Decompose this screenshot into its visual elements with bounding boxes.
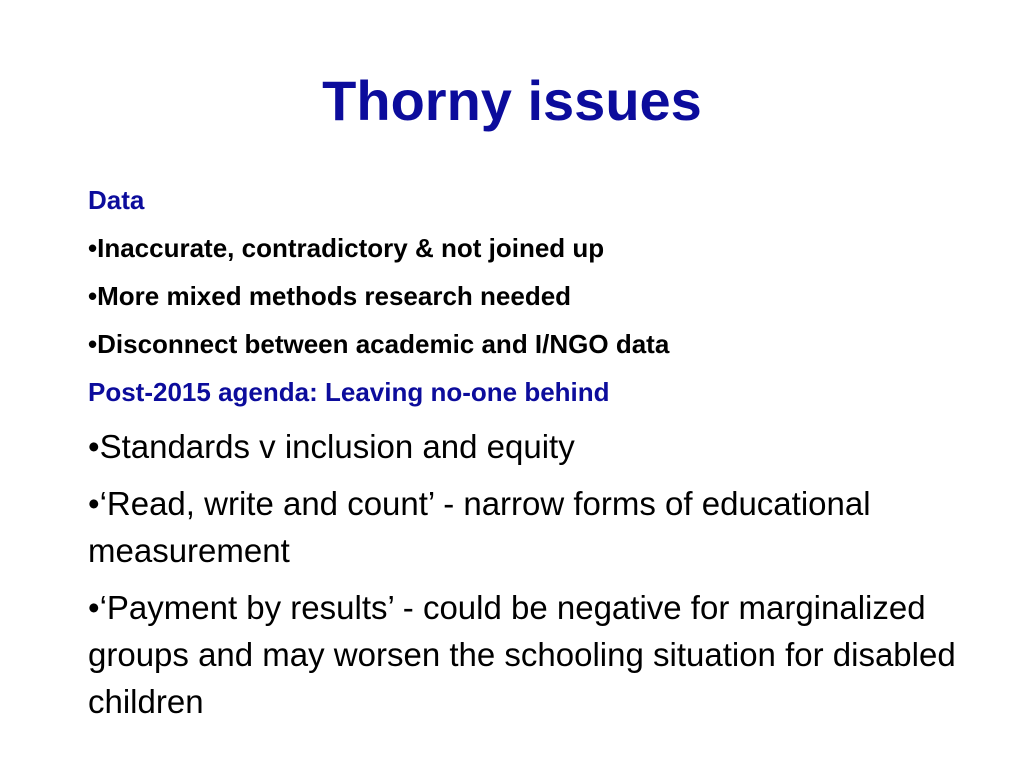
data-item: [88, 231, 988, 265]
data-item-text: More mixed methods research needed: [97, 281, 572, 311]
data-item-text: Disconnect between academic and I/NGO data: [97, 329, 670, 359]
data-item: [88, 327, 988, 361]
agenda-item-text: Standards v inclusion and equity: [99, 428, 575, 465]
agenda-item: [88, 584, 988, 725]
agenda-item: [88, 480, 988, 574]
section-heading-post-2015: Post-2015 agenda: Leaving no-one behind: [88, 377, 610, 407]
data-item-text: Inaccurate, contradictory & not joined up: [97, 233, 605, 263]
agenda-item-text: ‘Payment by results’ - could be negative for marginalized groups and may worsen the schooling situation for disabled children: [88, 589, 956, 720]
bullet: •: [88, 485, 100, 522]
agenda-item: [88, 423, 988, 470]
slide-title: Thorny issues: [322, 69, 702, 132]
bullet: •: [88, 233, 98, 263]
section-heading-data: Data: [88, 185, 145, 215]
bullet: •: [88, 329, 98, 359]
bullet: •: [88, 281, 98, 311]
bullet: •: [88, 589, 100, 626]
data-item: [88, 279, 988, 313]
agenda-item-text: ‘Read, write and count’ - narrow forms of educational measurement: [88, 485, 871, 569]
slide-body: [88, 183, 988, 735]
bullet: •: [88, 428, 100, 465]
